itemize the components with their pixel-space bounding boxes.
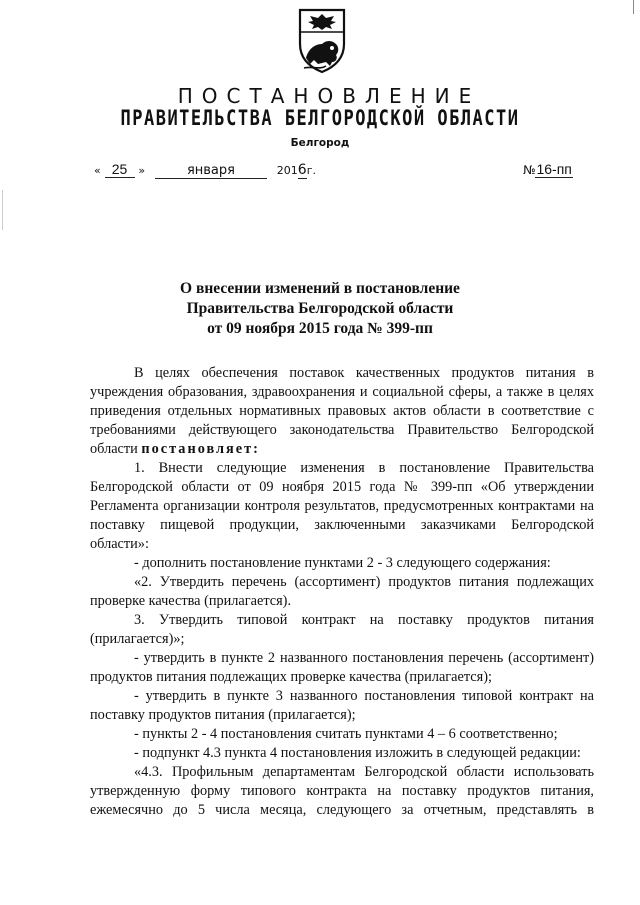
body-paragraph <box>90 364 594 459</box>
date-year-prefix: 201 <box>276 164 298 177</box>
title-line: О внесении изменений в постановление <box>180 280 460 297</box>
date-year-digit: 6 <box>297 162 307 178</box>
body-paragraph: «4.3. Профильным департаментам Белгородской области использовать утвержденную форму типового контракта на поставку продуктов питания, ежемесячно до 5 числа месяца, следующего за отчетным, представлять в <box>90 764 594 818</box>
title-line: от 09 ноября 2015 года № 399-пп <box>207 320 433 337</box>
date-year <box>277 162 316 179</box>
document-type: ПОСТАНОВЛЕНИЕ <box>177 84 481 108</box>
body-paragraph: 3. Утвердить типовой контракт на поставку продуктов питания (прилагается)»; <box>90 612 594 647</box>
date-close-quote: » <box>138 164 146 177</box>
number-value: 16-пп <box>536 161 572 177</box>
preamble-text: В целях обеспечения поставок качественных продуктов питания в учреждения образования, здравоохранения и социальной сферы, а также в целях приведения отдельных нормативных правовых актов области в соответствие с требованиями действующего законодательства Правительство Белгородской области <box>90 365 594 457</box>
resolves-word: постановляет: <box>141 441 260 457</box>
issuing-authority: ПРАВИТЕЛЬСТВА БЕЛГОРОДСКОЙ ОБЛАСТИ <box>120 106 520 131</box>
number-label: № <box>523 163 536 177</box>
date-year-suffix: г. <box>306 164 316 177</box>
body-paragraph: - подпункт 4.3 пункта 4 постановления изложить в следующей редакции: <box>134 745 581 761</box>
body-paragraph: - пункты 2 - 4 постановления считать пунктами 4 – 6 соответственно; <box>134 726 558 742</box>
document-date <box>94 161 316 179</box>
body-paragraph: - утвердить в пункте 2 названного постановления перечень (ассортимент) продуктов питания подлежащих проверке качества (прилагается); <box>90 650 594 685</box>
title-line: Правительства Белгородской области <box>186 300 454 317</box>
coat-of-arms-icon <box>296 6 348 74</box>
body-paragraph: - дополнить постановление пунктами 2 - 3 следующего содержания: <box>134 555 551 571</box>
scan-mark <box>633 0 634 14</box>
date-open-quote: « <box>94 164 101 177</box>
body-paragraph: 1. Внести следующие изменения в постановление Правительства Белгородской области от 09 ноября 2015 года № 399-пп «Об утверждении Регламента организации контроля результатов, предусмотренных контрактами на поставку пищевой продукции, заключенными заказчиками Белгородской области»: <box>90 460 594 552</box>
issue-city: Белгород <box>290 137 350 149</box>
date-month: января <box>155 163 267 179</box>
document-body <box>90 364 594 820</box>
body-paragraph: - утвердить в пункте 3 названного постановления типовой контракт на поставку продуктов питания (прилагается); <box>90 688 594 723</box>
document-number <box>523 161 573 177</box>
date-day: 25 <box>105 161 135 178</box>
document-title <box>0 279 640 339</box>
scan-mark <box>2 190 3 230</box>
body-paragraph: «2. Утвердить перечень (ассортимент) продуктов питания подлежащих проверке качества (прилагается). <box>90 574 594 609</box>
